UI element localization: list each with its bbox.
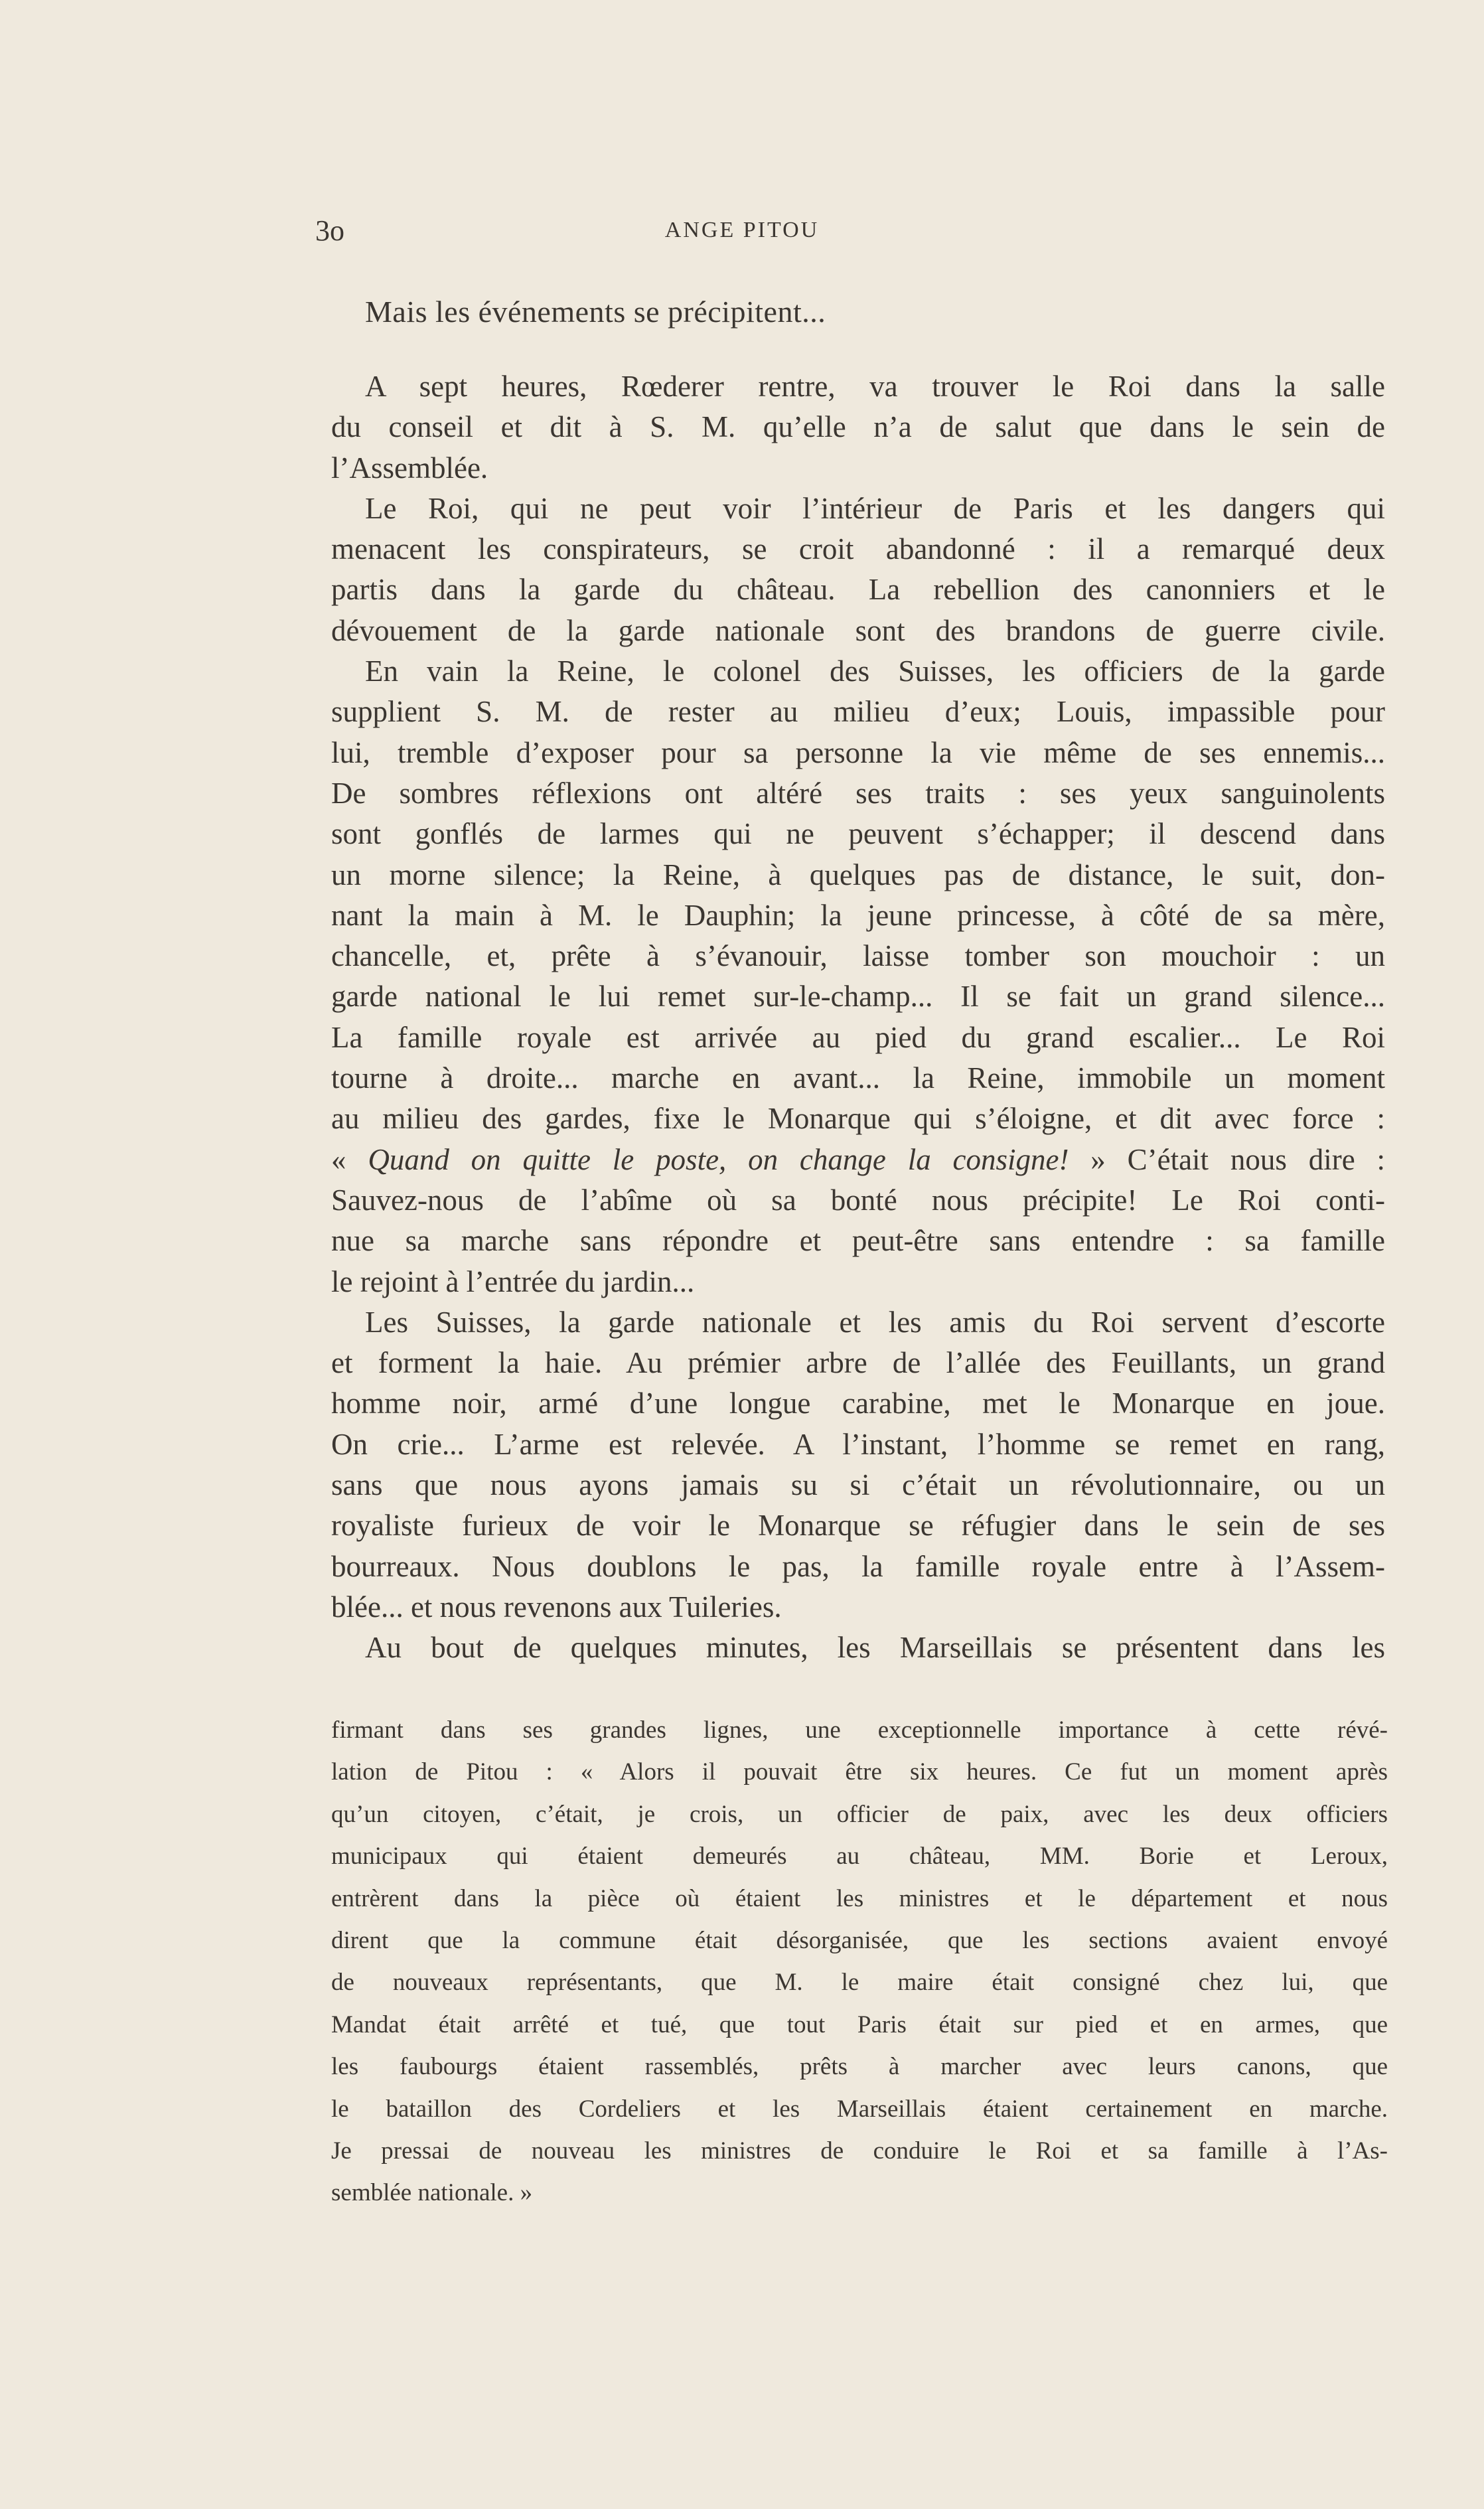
footnote-line: Mandat était arrêté et tué, que tout Paris était sur pied et en armes, que	[331, 2011, 1388, 2038]
lead-sentence: Mais les événements se précipitent...	[365, 295, 826, 329]
text-line: nant la main à M. le Dauphin; la jeune princesse, à côté de sa mère,	[331, 898, 1385, 932]
quote-close: » C’était nous dire :	[1069, 1142, 1385, 1176]
footnote-line: les faubourgs étaient rassemblés, prêts à marcher avec leurs canons, que	[331, 2053, 1388, 2081]
italic-quote: Quand on quitte le poste, on change la consigne!	[368, 1142, 1069, 1176]
text-line: un morne silence; la Reine, à quelques pas de distance, le suit, don-	[331, 858, 1385, 891]
text-line: Au bout de quelques minutes, les Marseillais se présentent dans les	[365, 1631, 1385, 1665]
text-line: partis dans la garde du château. La rebellion des canonniers et le	[331, 573, 1385, 607]
footnote-line: municipaux qui étaient demeurés au château, MM. Borie et Leroux,	[331, 1843, 1388, 1870]
text-line: royaliste furieux de voir le Monarque se réfugier dans le sein de ses	[331, 1509, 1385, 1543]
text-line: sont gonflés de larmes qui ne peuvent s’échapper; il descend dans	[331, 817, 1385, 851]
text-line: On crie... L’arme est relevée. A l’instant, l’homme se remet en rang,	[331, 1427, 1385, 1461]
text-line: chancelle, et, prête à s’évanouir, laisse tomber son mouchoir : un	[331, 939, 1385, 973]
footnote-text	[331, 1709, 1388, 2214]
text-line: le rejoint à l’entrée du jardin...	[331, 1264, 695, 1298]
footnote-line: semblée nationale. »	[331, 2179, 533, 2207]
text-line: Le Roi, qui ne peut voir l’intérieur de Paris et les dangers qui	[365, 491, 1385, 525]
text-line: En vain la Reine, le colonel des Suisses, les officiers de la garde	[365, 654, 1385, 688]
text-line: garde national le lui remet sur-le-champ... Il se fait un grand silence...	[331, 980, 1385, 1014]
text-line: De sombres réflexions ont altéré ses traits : ses yeux sanguinolents	[331, 776, 1385, 810]
text-line: tourne à droite... marche en avant... la Reine, immobile un moment	[331, 1061, 1385, 1095]
page-number: 3o	[315, 214, 344, 247]
text-line: lui, tremble d’exposer pour sa personne la vie même de ses ennemis...	[331, 735, 1385, 769]
footnote-line: entrèrent dans la pièce où étaient les ministres et le département et nous	[331, 1884, 1388, 1912]
text-line	[331, 1140, 1385, 1180]
text-line: dévouement de la garde nationale sont des brandons de guerre civile.	[331, 613, 1385, 647]
text-line: bourreaux. Nous doublons le pas, la famille royale entre à l’Assem-	[331, 1549, 1385, 1583]
text-line: La famille royale est arrivée au pied du grand escalier... Le Roi	[331, 1020, 1385, 1054]
main-text	[331, 366, 1385, 1669]
text-line: homme noir, armé d’une longue carabine, met le Monarque en joue.	[331, 1387, 1385, 1420]
text-line: Les Suisses, la garde nationale et les amis du Roi servent d’escorte	[365, 1305, 1385, 1339]
footnote-line: le bataillon des Cordeliers et les Marseillais étaient certainement en marche.	[331, 2095, 1388, 2123]
footnote-line: qu’un citoyen, c’était, je crois, un officier de paix, avec les deux officiers	[331, 1800, 1388, 1828]
text-line: A sept heures, Rœderer rentre, va trouver le Roi dans la salle	[365, 370, 1385, 403]
footnote-line: lation de Pitou : « Alors il pouvait être six heures. Ce fut un moment après	[331, 1758, 1388, 1786]
footnote-line: dirent que la commune était désorganisée, que les sections avaient envoyé	[331, 1926, 1388, 1954]
text-line: nue sa marche sans répondre et peut-être sans entendre : sa famille	[331, 1224, 1385, 1258]
text-line: au milieu des gardes, fixe le Monarque qui s’éloigne, et dit avec force :	[331, 1102, 1385, 1136]
quote-open: «	[331, 1142, 368, 1176]
text-line: l’Assemblée.	[331, 451, 488, 485]
footnote-line: Je pressai de nouveau les ministres de conduire le Roi et sa famille à l’As-	[331, 2137, 1388, 2165]
text-line: sans que nous ayons jamais su si c’était un révolutionnaire, ou un	[331, 1468, 1385, 1502]
text-line: blée... et nous revenons aux Tuileries.	[331, 1590, 782, 1624]
text-line: et forment la haie. Au prémier arbre de l’allée des Feuillants, un grand	[331, 1346, 1385, 1380]
running-title: ANGE PITOU	[664, 218, 820, 242]
text-line: du conseil et dit à S. M. qu’elle n’a de salut que dans le sein de	[331, 410, 1385, 444]
footnote-line: de nouveaux représentants, que M. le maire était consigné chez lui, que	[331, 1969, 1388, 1997]
text-line: Sauvez-nous de l’abîme où sa bonté nous précipite! Le Roi conti-	[331, 1183, 1385, 1217]
footnote-line: firmant dans ses grandes lignes, une exceptionnelle importance à cette révé-	[331, 1716, 1388, 1744]
text-line: menacent les conspirateurs, se croit abandonné : il a remarqué deux	[331, 532, 1385, 566]
text-line: supplient S. M. de rester au milieu d’eux; Louis, impassible pour	[331, 695, 1385, 729]
